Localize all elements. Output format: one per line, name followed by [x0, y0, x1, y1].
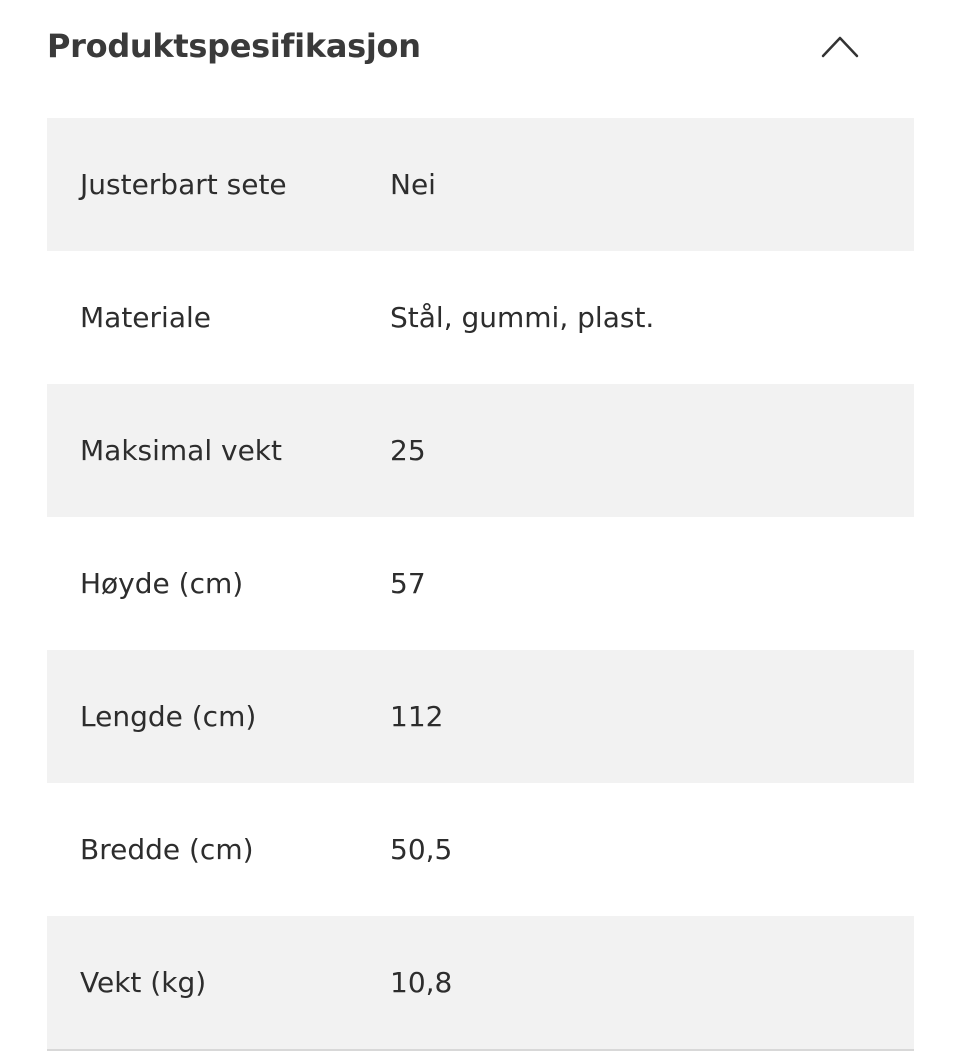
spec-value: Stål, gummi, plast. [390, 301, 655, 334]
spec-row-material [47, 251, 914, 384]
spec-value: 57 [390, 567, 426, 600]
spec-row-width [47, 783, 914, 916]
spec-section-header[interactable] [47, 0, 914, 92]
spec-value: 50,5 [390, 833, 453, 866]
section-title: Produktspesifikasjon [47, 27, 421, 65]
spec-value: Nei [390, 168, 436, 201]
spec-label: Justerbart sete [80, 168, 287, 201]
spec-row-adjustable-seat [47, 118, 914, 251]
chevron-up-icon[interactable] [820, 26, 860, 66]
spec-table [47, 118, 914, 1051]
spec-label: Bredde (cm) [80, 833, 254, 866]
chevron-up-icon-svg [821, 34, 859, 58]
spec-row-length [47, 650, 914, 783]
spec-label: Materiale [80, 301, 211, 334]
spec-row-max-weight [47, 384, 914, 517]
spec-value: 10,8 [390, 966, 453, 999]
spec-row-height [47, 517, 914, 650]
spec-value: 112 [390, 700, 444, 733]
spec-label: Vekt (kg) [80, 966, 207, 999]
spec-label: Lengde (cm) [80, 700, 257, 733]
spec-label: Høyde (cm) [80, 567, 244, 600]
spec-label: Maksimal vekt [80, 434, 283, 467]
spec-row-weight [47, 916, 914, 1051]
spec-value: 25 [390, 434, 426, 467]
